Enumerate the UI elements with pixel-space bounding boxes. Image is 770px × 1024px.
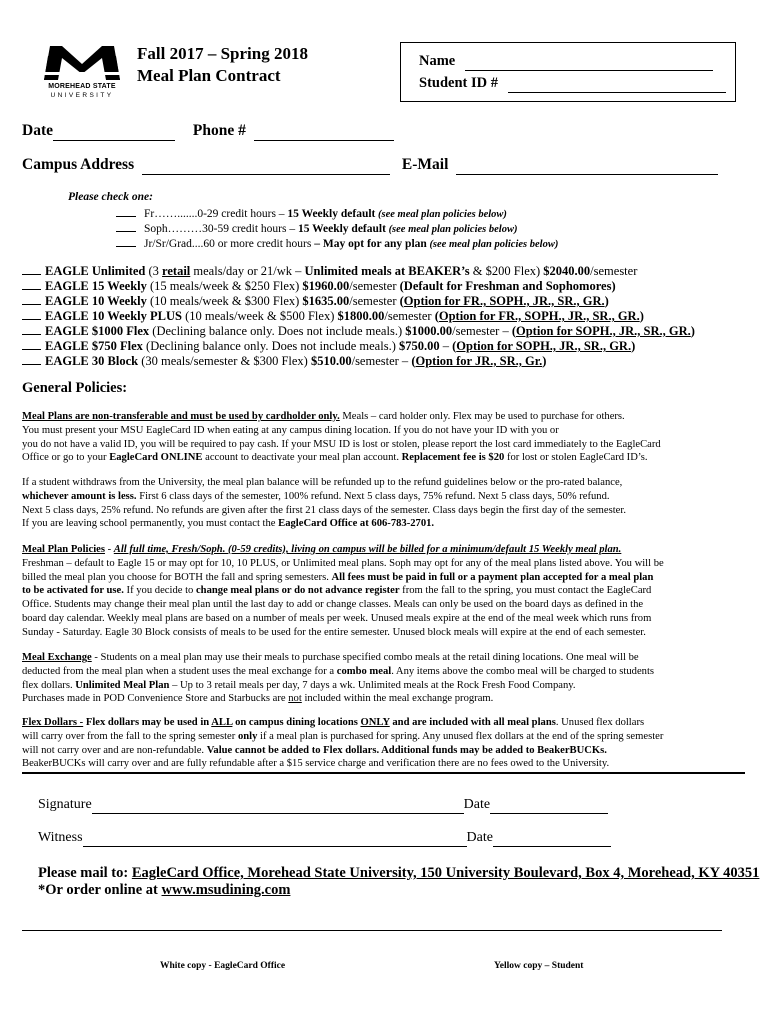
policy-text: First 6 class days of the semester, 100% refund. Next 5 class days, 75% refund. Next 5 class days, 50% refund. [136, 490, 610, 502]
plan-price: $2040.00 [543, 264, 591, 278]
check-blank[interactable] [116, 222, 136, 232]
plan-eligibility: ) [542, 354, 547, 368]
plan-desc: meals/day or 21/wk – [190, 264, 305, 278]
policy-heading: Meal Exchange [22, 652, 92, 663]
plan-eligibility: Option for FR., SOPH., JR., SR., GR. [438, 309, 640, 323]
plan-price: $1800.00 [337, 309, 385, 323]
m-logo-icon [42, 42, 122, 82]
option-default: – May opt for any plan [314, 238, 427, 250]
plan-unit: /semester [349, 294, 400, 308]
yellow-copy-note: Yellow copy – Student [494, 961, 584, 971]
plan-unit: /semester – [351, 354, 412, 368]
date-label: Date [22, 122, 53, 139]
policy-emph: All full time, Fresh/Soph. (0-59 credits), living on campus will be billed for a minimum/default 15 Weekly meal plan. [113, 544, 622, 555]
policy-emph: All fees must be paid in full or a payment plan accepted for a meal plan [331, 571, 654, 583]
plan-eligibility: ) [639, 309, 644, 323]
cut-line [22, 930, 722, 931]
section-divider [22, 772, 745, 774]
mail-instructions [38, 865, 759, 882]
student-id-label: Student ID # [419, 75, 498, 91]
policy-text: Purchases made in POD Convenience Store and Starbucks are [22, 693, 289, 705]
policy-text: Office. Students may change their meal plan until the last day to add or change classes. Meals can only be used on the board days as defined in the [22, 599, 644, 611]
phone-label: Phone # [192, 122, 246, 139]
plan-check-blank[interactable] [22, 279, 41, 290]
plan-eligibility: ( [452, 339, 457, 353]
witness-field[interactable] [83, 830, 467, 847]
plan-check-blank[interactable] [22, 339, 41, 350]
plan-desc: & $200 Flex) [469, 264, 544, 278]
policy-emph: not [288, 693, 302, 705]
policy-text: . Any items above the combo meal will be charged to students [391, 665, 655, 677]
plan-eligibility: Option for FR., SOPH., JR., SR., GR. [403, 294, 605, 308]
option-text: Jr/Sr/Grad....60 or more credit hours [144, 238, 315, 250]
check-blank[interactable] [116, 237, 136, 247]
policy-text: . Unused flex dollars [555, 717, 645, 728]
plan-eagle-15-weekly [22, 279, 616, 294]
plan-name: EAGLE 30 Block [45, 354, 139, 368]
plan-eligibility: ( [411, 354, 416, 368]
plan-desc: (Declining balance only. Does not include meals.) [142, 339, 399, 353]
policy-emph: change meal plans or do not advance register [195, 585, 400, 597]
plan-name: EAGLE $750 Flex [45, 339, 143, 353]
check-one-label: Please check one: [68, 191, 153, 203]
general-policies-heading: General Policies: [22, 380, 128, 396]
plan-eligibility: Option for JR., SR., Gr. [415, 354, 543, 368]
name-label: Name [419, 53, 456, 69]
policy-meal-plan [22, 543, 722, 640]
date-phone-row [22, 122, 394, 141]
plan-desc: (Declining balance only. Does not include meals.) [149, 324, 406, 338]
plan-check-blank[interactable] [22, 324, 41, 335]
plan-check-blank[interactable] [22, 294, 41, 305]
plan-eligibility: ( [511, 324, 516, 338]
plan-unit: – [439, 339, 453, 353]
plan-name: EAGLE 15 Weekly [45, 279, 147, 293]
phone-field[interactable] [254, 122, 394, 141]
policy-text: If you decide to [123, 585, 196, 597]
plan-desc: (10 meals/week & $300 Flex) [146, 294, 303, 308]
policy-emph: ONLY [360, 717, 390, 728]
policy-emph: ALL [211, 717, 233, 728]
white-copy-note: White copy - EagleCard Office [160, 961, 286, 971]
plan-eagle-1000-flex [22, 324, 695, 339]
policy-text: will not carry over and are non-refundable. [22, 744, 207, 756]
plan-desc-emph: retail [162, 264, 191, 278]
form-title: Meal Plan Contract [137, 66, 281, 85]
date-field[interactable] [53, 122, 175, 141]
policy-emph: EagleCard ONLINE [109, 452, 203, 464]
option-text: Soph………30-59 credit hours – [144, 223, 298, 235]
policy-text: - [104, 544, 114, 555]
policy-text: Sunday - Saturday. Eagle 30 Block consists of meals to be used for the entire semester. Unused block meals will expire at the end of each semester. [22, 626, 646, 638]
class-option-freshman [116, 207, 507, 220]
policy-text: Meals – card holder only. Flex may be used to purchase for others. [339, 411, 625, 422]
witness-date-field[interactable] [493, 830, 611, 847]
student-id-row [419, 75, 726, 93]
plan-eligibility: ) [631, 339, 636, 353]
plan-desc: (15 meals/week & $250 Flex) [146, 279, 303, 293]
policy-emph: to be activated for use. [22, 585, 124, 597]
plan-desc: (10 meals/week & $500 Flex) [181, 309, 338, 323]
plan-price: $1960.00 [302, 279, 350, 293]
policy-text: flex dollars. [22, 679, 76, 691]
policy-text: included within the meal exchange program. [301, 693, 494, 705]
mail-prefix: Please mail to: [38, 865, 132, 881]
policy-emph: Value cannot be added to Flex dollars. Additional funds may be added to BeakerBUCKs. [206, 744, 607, 756]
option-note: (see meal plan policies below) [426, 239, 559, 250]
policy-text: Freshman – default to Eagle 15 or may opt for 10, 10 PLUS, or Unlimited meal plans. Soph may opt for any of the meal plans listed above. You will be [22, 557, 664, 569]
policy-transferability [22, 410, 722, 465]
plan-eligibility: ) [604, 294, 609, 308]
policy-text: Next 5 class days, 25% refund. No refunds are given after the first 21 class days of the semester. Class days begin the first day of the semester. [22, 504, 626, 516]
witness-label: Witness [38, 830, 83, 845]
plan-eagle-30-block [22, 354, 546, 369]
policy-refunds [22, 476, 722, 531]
plan-eagle-unlimited [22, 264, 637, 279]
form-title-term: Fall 2017 – Spring 2018 [137, 44, 308, 63]
check-blank[interactable] [116, 207, 136, 217]
logo-text-line2: UNIVERSITY [50, 92, 114, 99]
student-info-box [400, 42, 736, 102]
policy-emph: combo meal [336, 665, 392, 677]
plan-name: EAGLE 10 Weekly [45, 294, 147, 308]
policy-emph: Flex dollars may be used in [83, 717, 212, 728]
policy-text: for lost or stolen EagleCard ID’s. [504, 452, 648, 464]
plan-price: $1635.00 [302, 294, 350, 308]
student-id-field[interactable] [508, 75, 726, 93]
plan-desc: (30 meals/semester & $300 Flex) [138, 354, 311, 368]
option-note: (see meal plan policies below) [385, 224, 518, 235]
option-default: 15 Weekly default [287, 208, 376, 220]
university-logo [42, 42, 122, 104]
plan-eligibility: ( [399, 294, 404, 308]
witness-row [38, 830, 611, 847]
policy-emph: whichever amount is less. [22, 490, 137, 502]
signature-date-field[interactable] [490, 797, 608, 814]
policy-text: you do not have a valid ID, you will be required to pay cash. If your MSU ID is lost or stolen, please report the lost card immediately to the EagleCard [22, 438, 661, 450]
signature-label: Signature [38, 797, 92, 812]
campus-address-field[interactable] [142, 156, 390, 175]
plan-eligibility: (Default for Freshman and Sophomores) [399, 279, 616, 293]
plan-unit: /semester [349, 279, 400, 293]
plan-eligibility: Option for SOPH., JR., SR., GR. [516, 324, 691, 338]
name-field[interactable] [465, 53, 713, 71]
plan-check-blank[interactable] [22, 309, 41, 320]
policy-emph: only [237, 730, 258, 742]
policy-meal-exchange [22, 651, 722, 706]
policy-text: if a meal plan is purchased for spring. Any unused flex dollars at the end of the spring semester [257, 730, 664, 742]
policy-text: billed the meal plan you choose for BOTH the fall and spring semesters. [22, 571, 332, 583]
policy-heading: Meal Plans are non-transferable and must be used by cardholder only. [22, 411, 340, 422]
option-text: Fr…….......0-29 credit hours – [144, 208, 288, 220]
policy-text: deducted from the meal plan when a student uses the meal exchange for a [22, 665, 337, 677]
policy-text: - Students on a meal plan may use their meals to purchase specified combo meals at the retail dining locations. One meal will be [91, 652, 639, 663]
plan-unit: /semester [384, 309, 435, 323]
policy-emph: EagleCard Office at 606-783-2701. [278, 518, 435, 530]
address-email-row [22, 156, 718, 175]
plan-name: EAGLE Unlimited [45, 264, 146, 278]
policy-text: If a student withdraws from the University, the meal plan balance will be refunded up to the refund guidelines below or the pro-rated balance, [22, 477, 623, 488]
policy-text: board day calendar. Weekly meal plans are based on a number of meals per week. Unused meals expire at the end of the meal week which runs from [22, 612, 652, 624]
signature-date-label: Date [463, 797, 491, 812]
online-order [38, 882, 290, 899]
policy-emph: Unlimited Meal Plan [75, 679, 170, 691]
policy-text: BeakerBUCKs will carry over and are fully refundable after a $15 service charge and verification there are no fees owed to the University. [22, 758, 610, 770]
option-note: (see meal plan policies below) [375, 209, 507, 220]
policy-text: from the fall to the spring, you must contact the EagleCard [399, 585, 652, 597]
campus-address-label: Campus Address [22, 156, 135, 173]
plan-eagle-10-weekly [22, 294, 609, 309]
plan-check-blank[interactable] [22, 264, 41, 275]
option-default: 15 Weekly default [297, 223, 386, 235]
plan-eligibility: ( [434, 309, 439, 323]
witness-date-label: Date [466, 830, 493, 845]
plan-desc: (3 [145, 264, 163, 278]
plan-eagle-750-flex [22, 339, 635, 354]
online-url-link[interactable]: www.msudining.com [161, 882, 291, 898]
class-option-sophomore [116, 222, 517, 235]
policy-text: will carry over from the fall to the spring semester [22, 730, 238, 742]
policy-text: – Up to 3 retail meals per day, 7 days a wk. Unlimited meals at the Rock Fresh Food Company. [169, 679, 576, 691]
plan-name: EAGLE $1000 Flex [45, 324, 150, 338]
policy-text: If you are leaving school permanently, you must contact the [22, 518, 279, 530]
online-prefix: *Or order online at [38, 882, 162, 898]
plan-unit: /semester [590, 264, 638, 278]
plan-eagle-10-weekly-plus [22, 309, 644, 324]
logo-text-line1: MOREHEAD STATE [48, 83, 116, 90]
plan-price: $510.00 [310, 354, 352, 368]
plan-check-blank[interactable] [22, 354, 41, 365]
name-row [419, 53, 713, 71]
policy-text: account to deactivate your meal plan account. [202, 452, 402, 464]
plan-name: EAGLE 10 Weekly PLUS [45, 309, 182, 323]
email-label: E-Mail [401, 156, 449, 173]
signature-row [38, 797, 608, 814]
mail-address: EagleCard Office, Morehead State University, 150 University Boulevard, Box 4, Morehead, KY 40351 [131, 865, 760, 881]
plan-eligibility: Option for SOPH., JR., SR., GR. [456, 339, 632, 353]
policy-heading: Meal Plan Policies [22, 544, 105, 555]
plan-price: $1000.00 [405, 324, 453, 338]
plan-eligibility: ) [690, 324, 695, 338]
policy-heading: Flex Dollars - [22, 717, 84, 728]
policy-text: Office or go to your [22, 452, 110, 464]
email-field[interactable] [456, 156, 718, 175]
policy-flex-dollars [22, 716, 722, 771]
plan-unit: /semester – [452, 324, 512, 338]
policy-emph: and are included with all meal plans [389, 717, 556, 728]
policy-emph: on campus dining locations [232, 717, 361, 728]
policy-emph: Replacement fee is $20 [401, 452, 505, 464]
plan-desc-emph: Unlimited meals at BEAKER’s [304, 264, 470, 278]
policy-text: You must present your MSU EagleCard ID when eating at any campus dining location. If you do not have your ID with you or [22, 424, 559, 436]
plan-price: $750.00 [398, 339, 440, 353]
signature-field[interactable] [92, 797, 464, 814]
class-option-upperclass [116, 237, 558, 250]
